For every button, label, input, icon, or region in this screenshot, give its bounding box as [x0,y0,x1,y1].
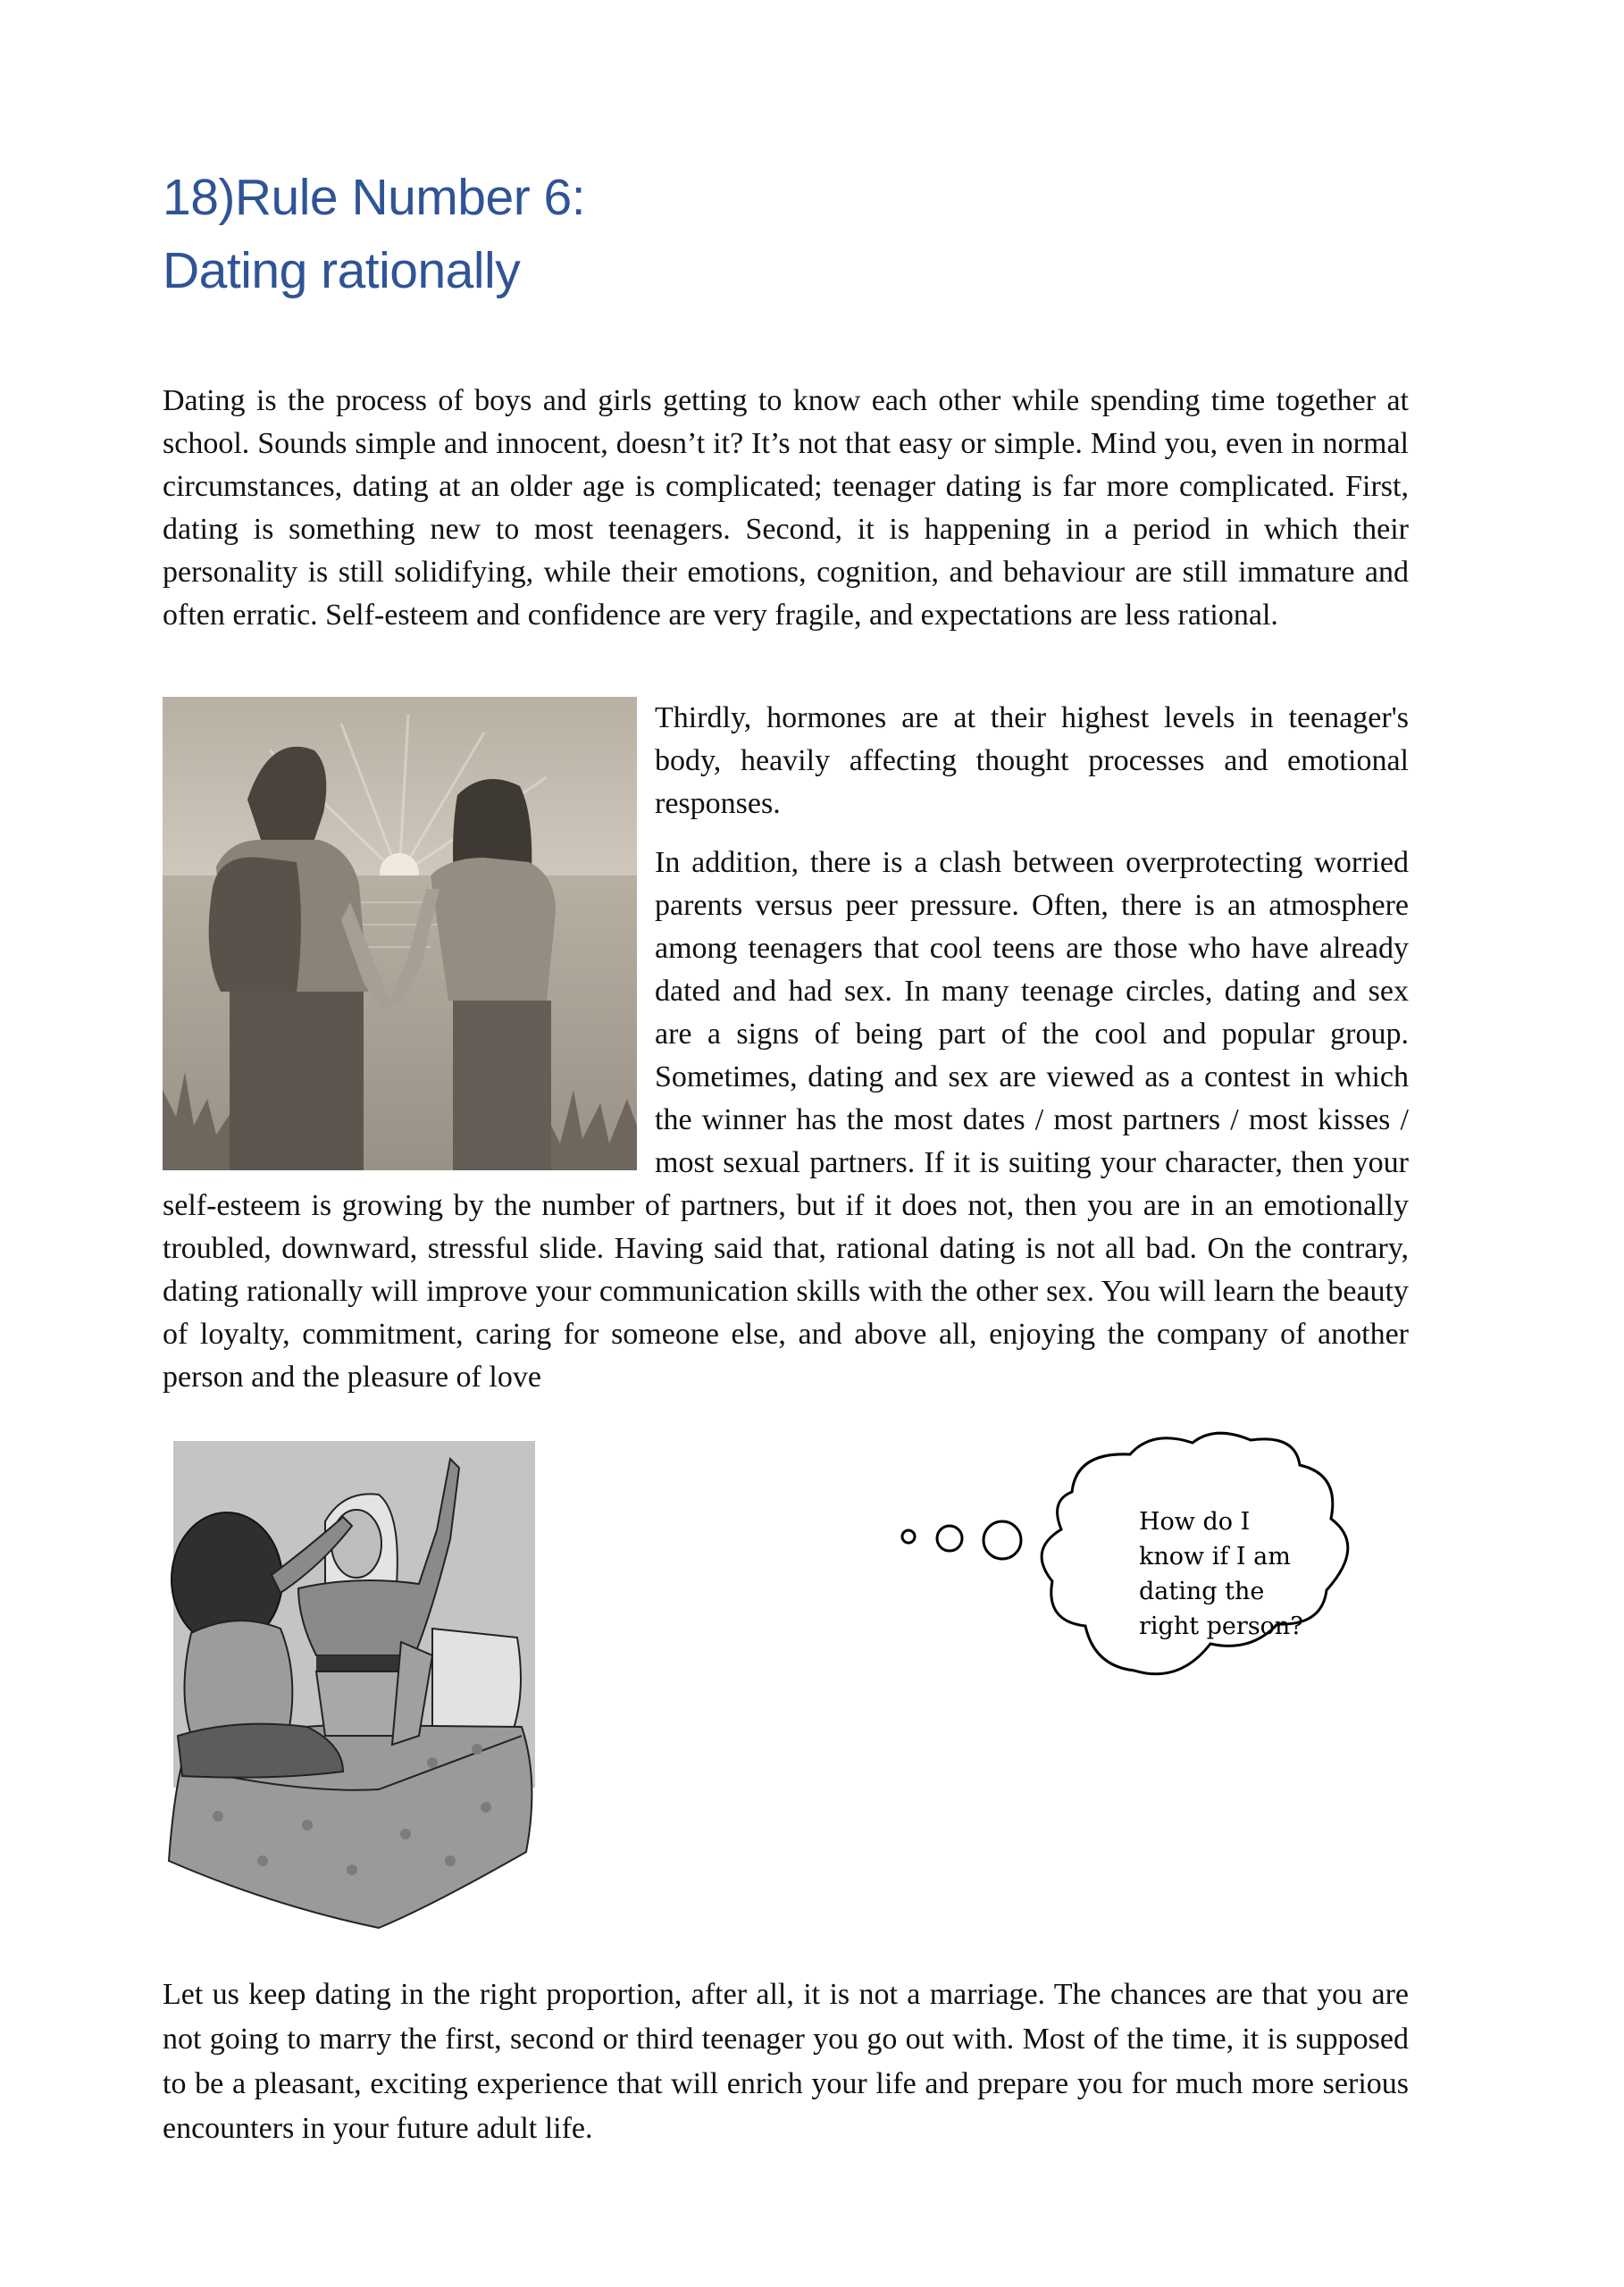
image-wrapped-section [163,697,1409,1415]
couple-sketch-image [163,697,637,1170]
title-line-1: 18)Rule Number 6: [163,169,586,226]
couple-sketch-illustration [163,697,637,1170]
title-line-2: Dating rationally [163,242,521,299]
girls-on-bed-cartoon [164,1441,548,1950]
peer-pressure-paragraph: In addition, there is a clash between overprotecting worried parents versus peer pressure. Often, there is an atmosphere among teenagers that cool teens are those who have already dated and had sex. In many teenage circles, dating and sex are a signs of being part of the cool and popular group. Sometimes, dating and sex are viewed as a contest in which the winner has the most dates / most partners / most kisses / most sexual partners. If it is suiting your character, then your self-esteem is growing by the number of partners, but if it does not, then you are in an emotionally troubled, downward, stressful slide. Having said that, rational dating is not all bad. On the contrary, dating rationally will improve your communication skills with the other sex. You will learn the beauty of loyalty, commitment, caring for someone else, and above all, enjoying the company of another person and the pleasure of love [163,846,1409,1394]
thought-line-4: right person? [1139,1613,1303,1640]
intro-paragraph: Dating is the process of boys and girls getting to know each other while spending time together at school. Sounds simple and innocent, doesn’t it? It’s not that easy or simple. Mind you, even in normal circumstances, dating at an older age is complicated; teenager dating is far more complicated. First, dating is something new to most teenagers. Second, it is happening in a period in which their personality is still solidifying, while their emotions, cognition, and behaviour are still immature and often erratic. Self-esteem and confidence are very fragile, and expectations are less rational. [163,384,1409,632]
thought-bubble-text [1139,1504,1344,1644]
page-title [163,161,585,307]
thirdly-paragraph: Thirdly, hormones are at their highest levels in teenager's body, heavily affecting thought processes and emotional responses. [655,701,1409,820]
thought-line-2: know if I am [1139,1543,1291,1571]
closing-paragraph: Let us keep dating in the right proportion, after all, it is not a marriage. The chances are that you are not going to marry the first, second or third teenager you go out with. Most of the time, it is supposed to be a pleasant, exciting experience that will enrich your life and prepare you for much more serious encounters in your future adult life. [163,1978,1409,2145]
thought-line-1: How do I [1139,1508,1251,1536]
girls-talking-illustration [164,1441,548,1950]
thought-line-3: dating the [1139,1578,1265,1605]
